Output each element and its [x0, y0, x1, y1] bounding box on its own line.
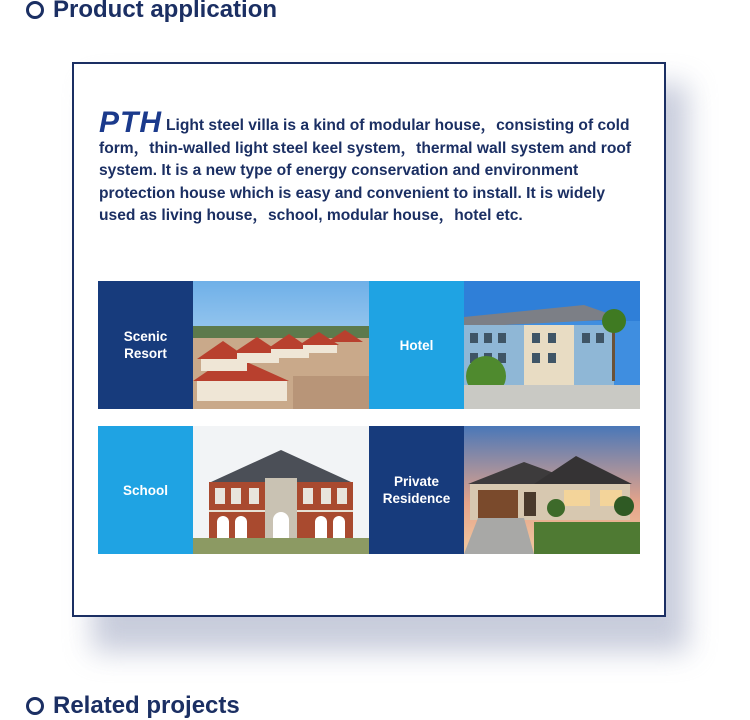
residence-photo	[464, 426, 640, 554]
resort-photo	[193, 281, 369, 409]
tile-label: Hotel	[399, 337, 434, 353]
tile-label: Private Residence	[382, 474, 451, 506]
school-photo	[193, 426, 369, 554]
product-card	[72, 62, 666, 617]
tile-hotel[interactable]	[369, 281, 464, 409]
section-heading-related-projects	[26, 692, 240, 720]
hotel-photo	[464, 281, 640, 409]
section-heading-product-application	[26, 0, 277, 24]
section-title: Product application	[53, 0, 278, 23]
circle-bullet-icon	[26, 697, 44, 715]
tile-label: School	[122, 482, 168, 498]
section-title: Related projects	[53, 692, 240, 719]
intro-text: Light steel villa is a kind of modular house，consisting of cold form，thin-walled light steel keel system，thermal wall system and roof system. It is a new type of energy conservation and environment protection house which is easy and convenient to install. It is widely used as living house，school, modular house，hotel etc.	[99, 117, 632, 224]
tile-scenic-resort[interactable]	[98, 281, 193, 409]
tile-school[interactable]	[98, 426, 193, 554]
tile-label: Scenic Resort	[123, 329, 168, 361]
intro-paragraph	[99, 106, 644, 228]
circle-bullet-icon	[26, 1, 44, 19]
tile-private-residence[interactable]	[369, 426, 464, 554]
brand-logo: PTH	[99, 106, 162, 139]
